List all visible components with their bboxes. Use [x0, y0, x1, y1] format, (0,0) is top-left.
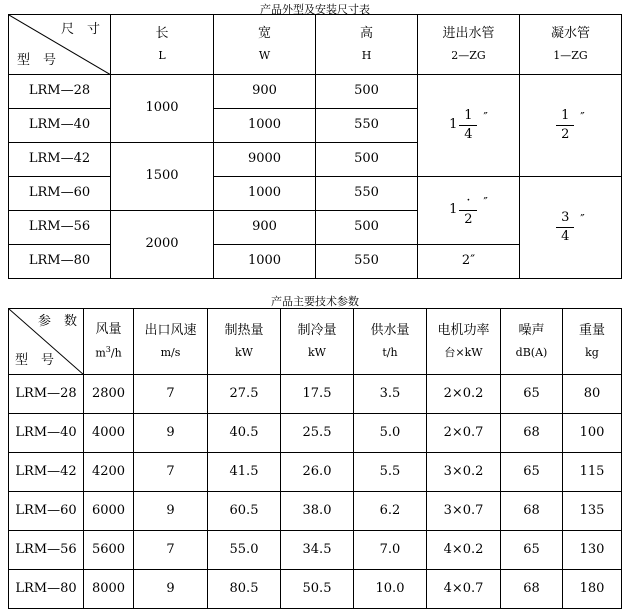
dim-height: 500 [316, 75, 418, 109]
spec-noise: 68 [501, 570, 563, 609]
dimension-table-caption: 产品外型及安装尺寸表 [260, 3, 370, 16]
dim-width: 1000 [214, 245, 316, 279]
header-motor-power: 电机功率 台×kW [427, 309, 501, 375]
spec-airflow: 2800 [84, 375, 134, 414]
header-condensate-pipe: 凝水管 1—ZG [520, 15, 622, 75]
spec-heating: 60.5 [208, 492, 281, 531]
spec-velocity: 7 [134, 453, 208, 492]
header-outlet-velocity: 出口风速 m/s [134, 309, 208, 375]
spec-table-body [9, 375, 622, 609]
dim-length: 1500 [111, 143, 214, 211]
dim-model: LRM—42 [9, 143, 111, 177]
spec-water: 5.0 [354, 414, 427, 453]
header-water-supply: 供水量 t/h [354, 309, 427, 375]
dim-model: LRM—80 [9, 245, 111, 279]
dim-length: 1000 [111, 75, 214, 143]
table-row [9, 570, 622, 609]
dim-width: 1000 [214, 109, 316, 143]
spec-model: LRM—56 [9, 531, 84, 570]
header-airflow: 风量 $m^3/h$ [84, 309, 134, 375]
spec-cooling: 25.5 [281, 414, 354, 453]
dimension-table [8, 14, 622, 279]
spec-velocity: 9 [134, 570, 208, 609]
spec-corner-top: 参 数 [37, 314, 77, 329]
spec-model: LRM—60 [9, 492, 84, 531]
spec-velocity: 7 [134, 375, 208, 414]
dim-pipe-in-out: 2″ [418, 245, 520, 279]
dim-height: 500 [316, 211, 418, 245]
dim-width: 900 [214, 211, 316, 245]
dim-height: 550 [316, 177, 418, 211]
spec-corner-cell [9, 309, 84, 375]
spec-model: LRM—40 [9, 414, 84, 453]
spec-airflow: 6000 [84, 492, 134, 531]
dim-model: LRM—40 [9, 109, 111, 143]
spec-water: 10.0 [354, 570, 427, 609]
table-row [9, 414, 622, 453]
dim-model: LRM—56 [9, 211, 111, 245]
spec-noise: 65 [501, 531, 563, 570]
spec-water: 7.0 [354, 531, 427, 570]
spec-cooling: 26.0 [281, 453, 354, 492]
spec-heating: 27.5 [208, 375, 281, 414]
spec-airflow: 4200 [84, 453, 134, 492]
dim-height: 500 [316, 143, 418, 177]
spec-velocity: 9 [134, 414, 208, 453]
dim-model: LRM—60 [9, 177, 111, 211]
spec-motor: 3×0.2 [427, 453, 501, 492]
spec-velocity: 9 [134, 492, 208, 531]
dim-condensate: 1 2 ″ [520, 75, 622, 177]
spec-heating: 80.5 [208, 570, 281, 609]
spec-weight: 130 [563, 531, 622, 570]
spec-motor: 4×0.7 [427, 570, 501, 609]
spec-weight: 180 [563, 570, 622, 609]
spec-table [8, 308, 622, 609]
spec-noise: 65 [501, 375, 563, 414]
spec-weight: 100 [563, 414, 622, 453]
table-row [9, 453, 622, 492]
spec-cooling: 17.5 [281, 375, 354, 414]
spec-weight: 80 [563, 375, 622, 414]
spec-water: 6.2 [354, 492, 427, 531]
spec-airflow: 5600 [84, 531, 134, 570]
dim-pipe-in-out: 1 1 4 ″ [418, 75, 520, 177]
spec-water: 3.5 [354, 375, 427, 414]
header-length: 长 L [111, 15, 214, 75]
dim-corner-bottom: 型 号 [17, 52, 57, 68]
dim-length: 2000 [111, 211, 214, 279]
spec-weight: 135 [563, 492, 622, 531]
dim-condensate: 3 4 ″ [520, 177, 622, 279]
dim-width: 1000 [214, 177, 316, 211]
spec-motor: 4×0.2 [427, 531, 501, 570]
table-row [9, 531, 622, 570]
dim-height: 550 [316, 109, 418, 143]
spec-water: 5.5 [354, 453, 427, 492]
spec-motor: 2×0.7 [427, 414, 501, 453]
dim-pipe-in-out: 1 · 2 ″ [418, 177, 520, 245]
spec-cooling: 38.0 [281, 492, 354, 531]
spec-airflow: 4000 [84, 414, 134, 453]
spec-heating: 55.0 [208, 531, 281, 570]
spec-velocity: 7 [134, 531, 208, 570]
spec-noise: 65 [501, 453, 563, 492]
spec-motor: 3×0.7 [427, 492, 501, 531]
dim-height: 550 [316, 245, 418, 279]
table-row [9, 492, 622, 531]
spec-cooling: 50.5 [281, 570, 354, 609]
spec-corner-bottom: 型 号 [15, 352, 55, 368]
header-width: 宽 W [214, 15, 316, 75]
dim-corner-cell [9, 15, 111, 75]
spec-motor: 2×0.2 [427, 375, 501, 414]
spec-cooling: 34.5 [281, 531, 354, 570]
spec-model: LRM—80 [9, 570, 84, 609]
header-water-pipe: 进出水管 2—ZG [418, 15, 520, 75]
dim-width: 9000 [214, 143, 316, 177]
header-height: 高 H [316, 15, 418, 75]
spec-noise: 68 [501, 492, 563, 531]
spec-model: LRM—42 [9, 453, 84, 492]
dim-corner-top: 尺 寸 [60, 22, 100, 37]
spec-weight: 115 [563, 453, 622, 492]
table-row [9, 375, 622, 414]
spec-heating: 41.5 [208, 453, 281, 492]
spec-table-caption: 产品主要技术参数 [271, 295, 359, 308]
spec-airflow: 8000 [84, 570, 134, 609]
dim-model: LRM—28 [9, 75, 111, 109]
header-noise: 噪声 dB(A) [501, 309, 563, 375]
header-cooling: 制冷量 kW [281, 309, 354, 375]
spec-model: LRM—28 [9, 375, 84, 414]
spec-heating: 40.5 [208, 414, 281, 453]
spec-noise: 68 [501, 414, 563, 453]
dim-width: 900 [214, 75, 316, 109]
header-weight: 重量 kg [563, 309, 622, 375]
header-heating: 制热量 kW [208, 309, 281, 375]
